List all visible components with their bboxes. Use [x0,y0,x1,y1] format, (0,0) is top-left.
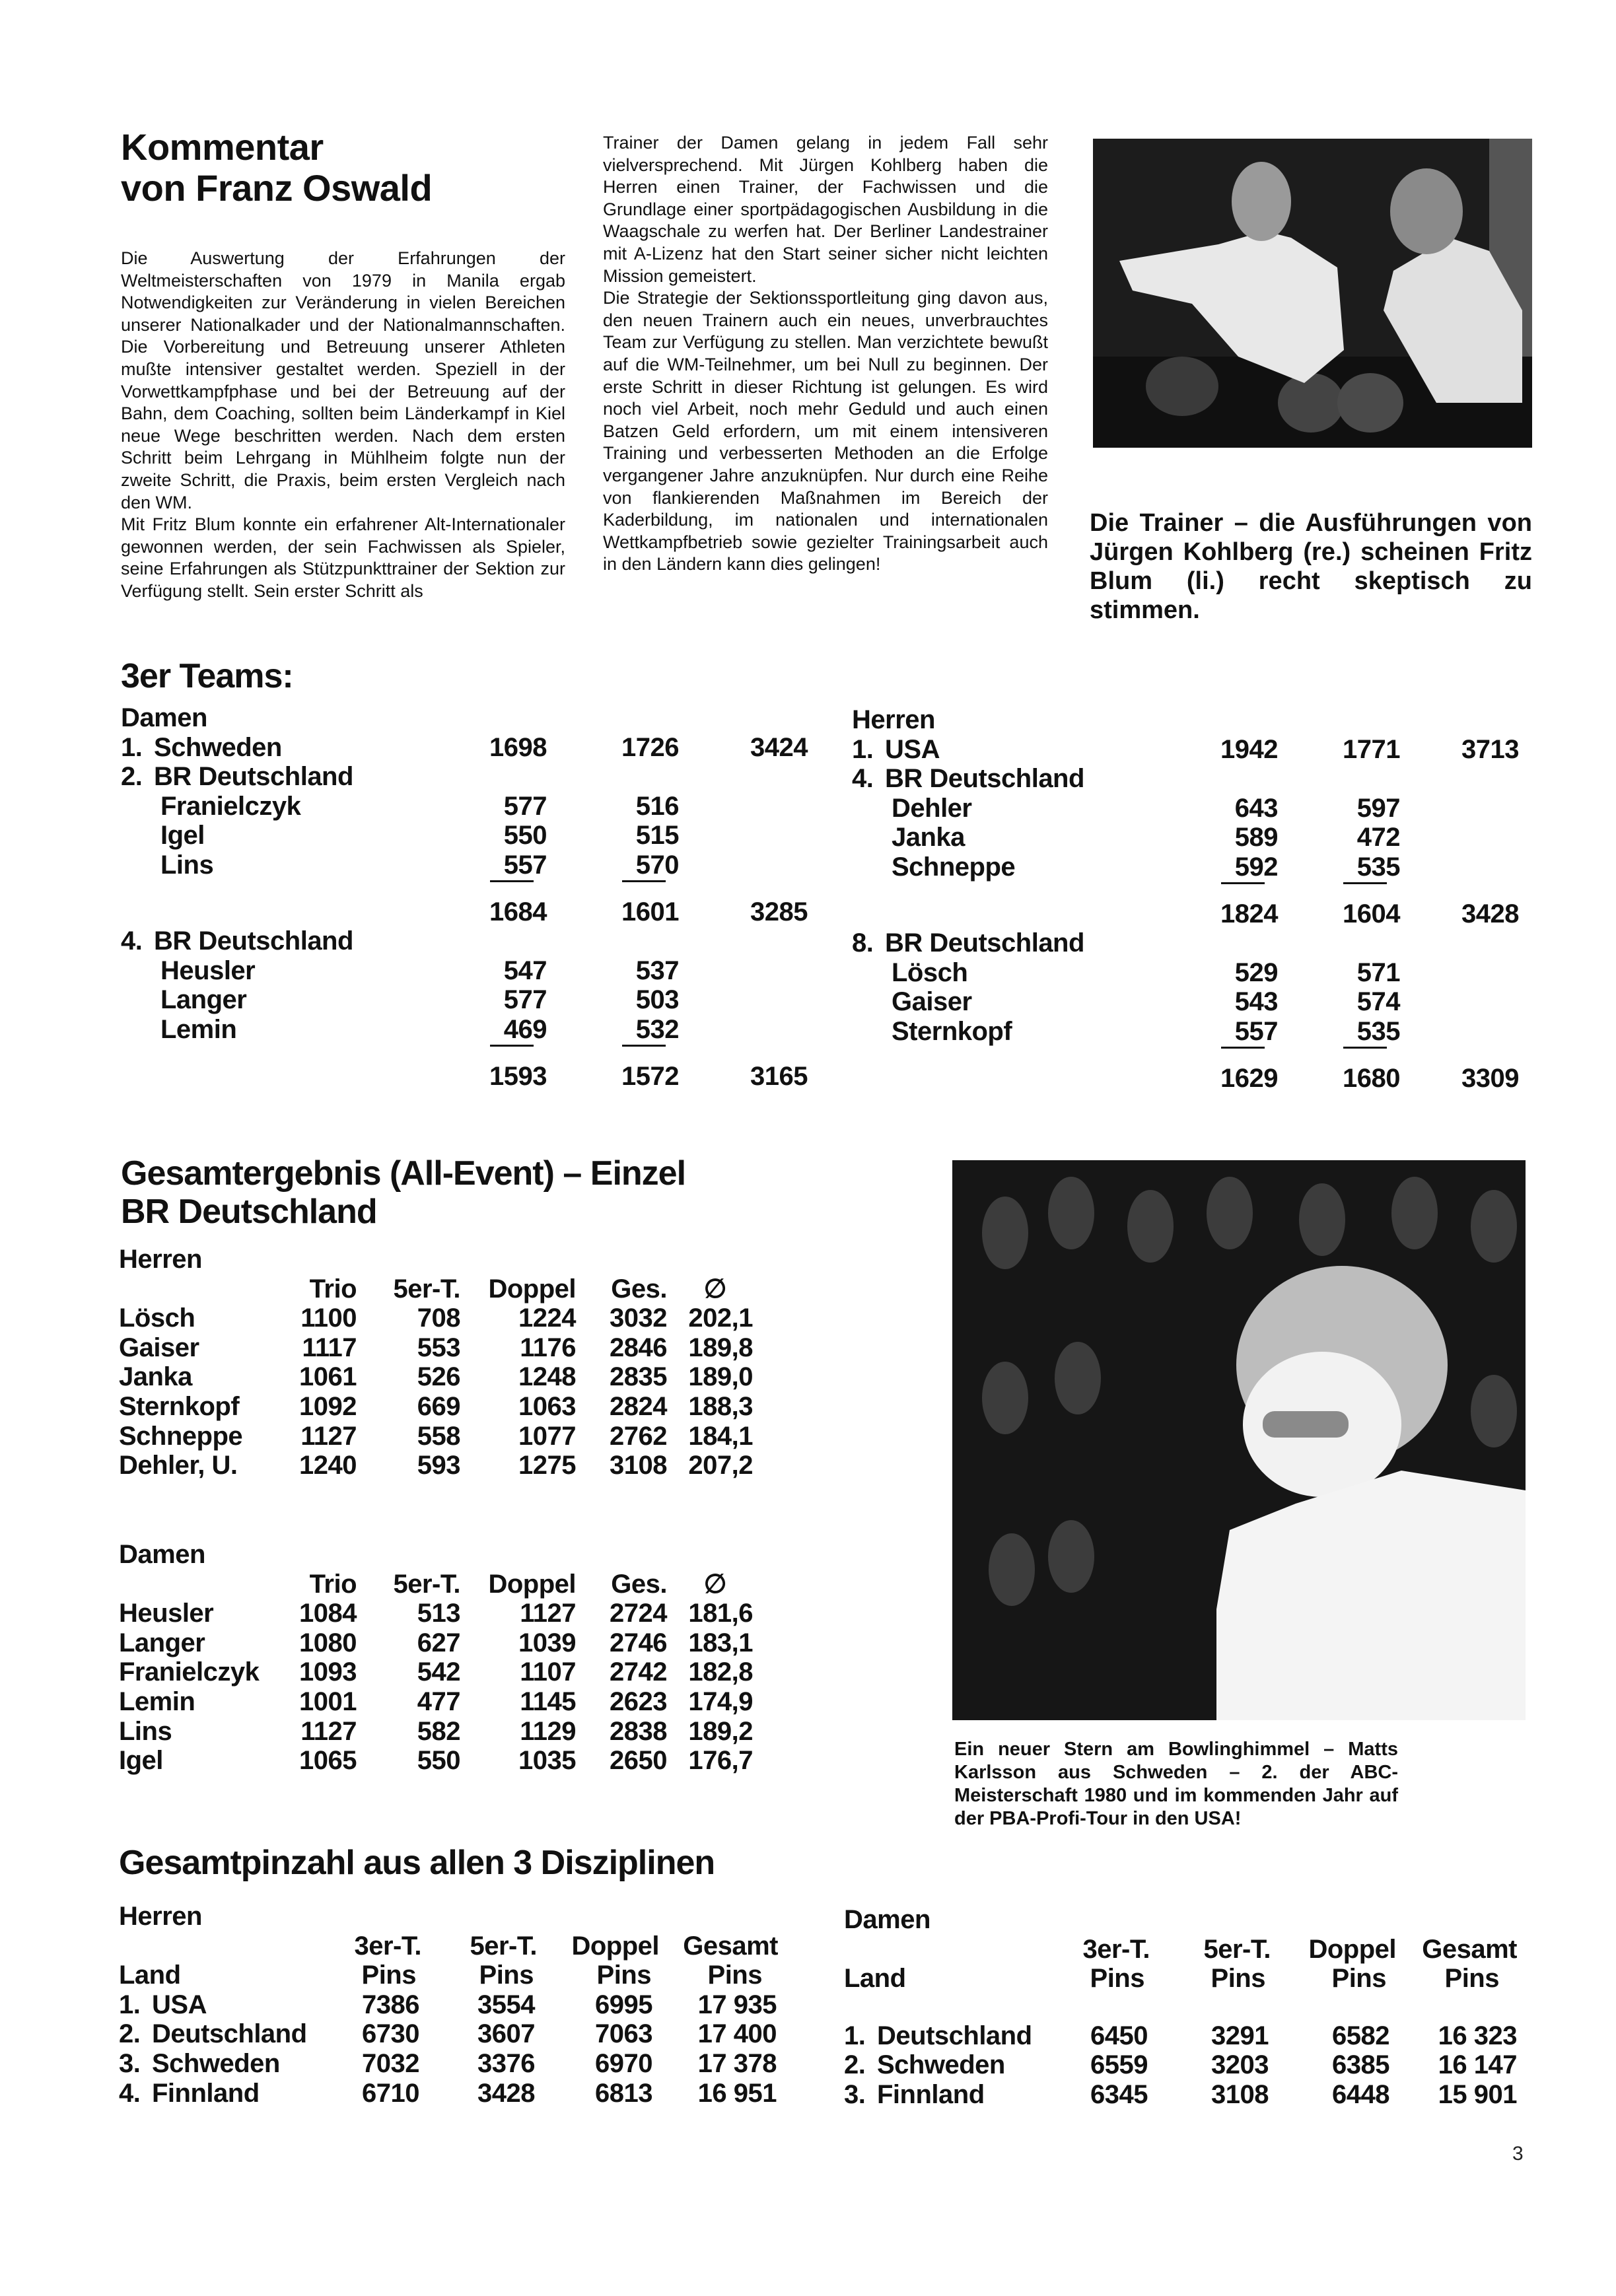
cell-value: 6559 [1090,2050,1148,2080]
photo-trainers [1093,139,1532,448]
cell-value: 1127 [520,1599,576,1628]
country-name: Deutschland [877,2021,1032,2050]
table-row [121,762,808,792]
score: 469 [503,1014,547,1044]
player-name: Langer [160,985,247,1015]
cell-value: 477 [417,1687,460,1716]
cell-value: 17 378 [697,2048,777,2078]
player-name: Lösch [119,1304,195,1333]
cell-value: 2838 [610,1716,667,1746]
score: 643 [1234,793,1278,823]
table-row [121,956,808,986]
table-row [119,2079,806,2108]
table-header-bottom [844,1964,1531,1994]
paragraph: Trainer der Damen gelang in jedem Fall sehr vielversprechend. Mit Jürgen Kohlberg haben die Herren einen Trainer, der Fachwissen und die Grundlage einer sportpädagogischen Ausbildung in die Waagschale zu werfen hat. Der Berliner Landestrainer mit A-Lizenz hat den Start seiner sicher nicht leichten Mission gemeistert. [603,133,1048,286]
rank: 2. [119,2019,141,2049]
rank: 3. [844,2079,866,2109]
cell-value: 189,2 [688,1716,753,1746]
team-name: USA [885,734,940,764]
column-header: Trio [309,1274,357,1304]
country-name: Schweden [877,2050,1005,2080]
allevent-herren-table [119,1245,806,1480]
group-label: Damen [121,703,207,732]
table-row [119,1657,806,1687]
cell-value: 526 [417,1362,460,1392]
player-name: Heusler [119,1599,214,1628]
score: 571 [1356,957,1400,987]
column-header: 3er-T. [1082,1934,1150,1964]
average-icon: ∅ [703,1569,726,1599]
score: 577 [503,985,547,1015]
cell-value: 1176 [520,1333,576,1362]
score: 597 [1356,793,1400,823]
player-name: Lemin [160,1014,237,1044]
score: 535 [1356,1016,1400,1046]
column-header: Pins [1444,1964,1499,1994]
player-name: Franielczyk [160,791,301,821]
player-name: Heusler [160,956,256,985]
rank: 2. [844,2050,866,2080]
cell-value: 1080 [299,1628,357,1657]
column-header: Pins [1331,1964,1386,1994]
cell-value: 1035 [518,1746,576,1776]
cell-value: 1117 [302,1333,357,1362]
column-header: Ges. [611,1569,667,1599]
teams3-herren-table [852,705,1526,1093]
cell-value: 6730 [362,2019,419,2049]
cell-value: 513 [417,1599,460,1628]
rank: 1. [844,2021,866,2050]
team-name: BR Deutschland [885,928,1084,958]
score: 1726 [621,732,679,762]
cell-value: 1248 [518,1362,576,1392]
cell-value: 181,6 [688,1599,753,1628]
column-header: Ges. [611,1274,667,1304]
table-row [121,792,808,821]
column-header: Land [119,1961,181,1990]
table-row [852,735,1526,765]
cell-value: 2623 [610,1687,667,1716]
player-name: Lins [119,1716,172,1746]
title-line-2: von Franz Oswald [121,167,433,209]
cell-value: 1077 [518,1421,576,1451]
sum-rule [121,880,808,897]
rank: 1. [852,734,874,764]
cell-value: 708 [417,1304,460,1333]
player-name: Gaiser [119,1333,199,1362]
cell-value: 17 935 [697,1990,777,2019]
rank: 1. [119,1990,141,2019]
teams3-damen-table [121,703,808,1091]
cell-value: 3291 [1211,2021,1269,2050]
cell-value: 174,9 [688,1687,753,1716]
player-name: Sternkopf [119,1391,240,1421]
cell-value: 1127 [300,1421,357,1451]
table-header-bottom [119,1961,806,1990]
table-row [119,1746,806,1776]
cell-value: 3032 [610,1304,667,1333]
player-name: Dehler, U. [119,1451,238,1480]
cell-value: 593 [417,1451,460,1480]
player-name: Janka [892,823,965,852]
photo-caption-trainers: Die Trainer – die Ausführungen von Jürgen Kohlberg (re.) scheinen Fritz Blum (li.) recht skeptisch zu stimmen. [1090,509,1532,624]
cell-value: 2746 [610,1628,667,1657]
table-row [119,1628,806,1658]
cell-value: 2835 [610,1362,667,1392]
column-header: Doppel [488,1569,576,1599]
cell-value: 1061 [299,1362,357,1392]
title-line-1: Kommentar [121,126,324,168]
score: 516 [635,791,679,821]
player-name: Igel [119,1746,163,1776]
column-header: Doppel [488,1274,576,1304]
cell-value: 1240 [299,1451,357,1480]
cell-value: 1100 [300,1304,357,1333]
score: 1942 [1220,734,1278,764]
column-header: Land [844,1964,906,1994]
cell-value: 1093 [299,1657,357,1687]
cell-value: 3607 [477,2019,535,2049]
column-header: Pins [1211,1964,1265,1994]
table-row [119,1717,806,1747]
cell-value: 3554 [477,1990,535,2019]
cell-value: 1129 [520,1716,576,1746]
title-line-2: BR Deutschland [121,1193,377,1231]
cell-value: 6448 [1332,2079,1389,2109]
rank: 1. [121,732,143,762]
cell-value: 2824 [610,1391,667,1421]
score: 592 [1234,852,1278,882]
rank: 4. [121,926,143,956]
total: 3165 [750,1061,808,1091]
cell-value: 1107 [520,1657,576,1687]
group-label: Damen [119,1540,205,1569]
team-name: BR Deutschland [154,926,353,956]
total: 3309 [1461,1063,1519,1093]
player-name: Langer [119,1628,205,1657]
cell-value: 1039 [518,1628,576,1657]
country-name: Deutschland [152,2019,307,2049]
allevent-herren-rows [119,1304,806,1480]
total: 3428 [1461,899,1519,928]
table-row [119,2049,806,2079]
player-name: Dehler [892,793,972,823]
subtotal: 1684 [489,897,547,926]
cell-value: 1127 [300,1716,357,1746]
photo-karlsson [952,1160,1526,1720]
subtotal: 1593 [489,1061,547,1091]
cell-value: 6813 [595,2078,652,2108]
player-name: Schneppe [119,1421,243,1451]
player-name: Lemin [119,1687,195,1716]
table-header-top [844,1935,1531,1965]
trainers-photo-icon [1093,139,1532,448]
column-header: Pins [1090,1964,1144,1994]
cell-value: 2724 [610,1599,667,1628]
article-column-1 [121,248,565,603]
cell-value: 183,1 [688,1628,753,1657]
cell-value: 6450 [1090,2021,1148,2050]
score: 557 [503,850,547,880]
table-row [852,794,1526,823]
table-row-total [121,1062,808,1092]
cell-value: 1065 [299,1746,357,1776]
team-name: Schweden [154,732,282,762]
cell-value: 550 [417,1746,460,1776]
section-title-pins: Gesamtpinzahl aus allen 3 Disziplinen [119,1844,715,1882]
cell-value: 1084 [299,1599,357,1628]
table-row-total [852,1064,1526,1094]
subtotal: 1824 [1220,899,1278,928]
cell-value: 16 147 [1438,2050,1517,2080]
player-name: Lins [160,850,214,880]
score: 503 [635,985,679,1015]
cell-value: 1063 [518,1391,576,1421]
average-icon: ∅ [703,1274,726,1304]
group-label: Herren [119,1902,202,1931]
score: 515 [635,821,679,851]
sum-rule [852,882,1526,899]
table-row-total [852,899,1526,929]
cell-value: 7386 [362,1990,419,2019]
cell-value: 6995 [595,1990,652,2019]
allevent-damen-rows [119,1599,806,1776]
column-header: Doppel [1308,1934,1396,1964]
cell-value: 6970 [595,2048,652,2078]
table-row [119,1422,806,1451]
table-row [844,2080,1531,2110]
score: 1698 [489,732,547,762]
cell-value: 1224 [518,1304,576,1333]
cell-value: 3108 [610,1451,667,1480]
subtotal: 1604 [1343,899,1400,928]
column-header: Pins [479,1961,534,1990]
group-label: Damen [844,1905,931,1934]
score: 537 [635,956,679,985]
table-row [119,1990,806,2020]
score: 570 [635,850,679,880]
team-name: BR Deutschland [154,762,353,792]
subtotal: 1629 [1220,1063,1278,1093]
table-row [852,1017,1526,1047]
country-name: USA [152,1990,207,2019]
cell-value: 188,3 [688,1391,753,1421]
cell-value: 1001 [299,1687,357,1716]
photo-caption-karlsson: Ein neuer Stern am Bowlinghimmel – Matts Karlsson aus Schweden – 2. der ABC-Meisterschaft 1980 und im kommenden Jahr auf der PBA-Profi-Tour in den USA! [954,1739,1398,1829]
cell-value: 6385 [1332,2050,1389,2080]
table-row [852,958,1526,988]
sum-rule [852,1047,1526,1064]
cell-value: 2846 [610,1333,667,1362]
player-name: Igel [160,821,205,851]
cell-value: 582 [417,1716,460,1746]
page-number: 3 [1512,2143,1524,2165]
table-header-top [119,1931,806,1961]
section-title-allevent [121,1154,685,1231]
total: 3713 [1461,734,1519,764]
column-header: Gesamt [683,1931,778,1961]
cell-value: 189,0 [688,1362,753,1392]
group-label: Herren [119,1245,202,1274]
cell-value: 2762 [610,1421,667,1451]
pins-damen-table [844,1905,1531,2110]
table-row [121,821,808,851]
score: 547 [503,956,547,985]
table-row [121,926,808,956]
table-row [119,1304,806,1333]
score: 1771 [1343,734,1400,764]
cell-value: 627 [417,1628,460,1657]
table-row [852,823,1526,852]
cell-value: 558 [417,1421,460,1451]
subtotal: 1572 [621,1061,679,1091]
cell-value: 184,1 [688,1421,753,1451]
country-name: Schweden [152,2048,280,2078]
table-row [119,1451,806,1480]
cell-value: 176,7 [688,1746,753,1776]
cell-value: 6710 [362,2078,419,2108]
cell-value: 189,8 [688,1333,753,1362]
cell-value: 17 400 [697,2019,777,2049]
paragraph: Die Strategie der Sektionssportleitung ging davon aus, den neuen Trainern auch ein neues, unverbrauchtes Team zur Verfügung zu stellen. Man verzichtete bewußt auf die WM-Teilnehmer, um bei Null zu beginnen. Der erste Schritt in dieser Richtung ist gelungen. Es wird noch viel Arbeit, noch mehr Geduld und auch einen Batzen Geld erfordern, um mit einem intensiveren Training und verbesserten Methoden an die Erfolge vergangener Jahre anzuknüpfen. Nur durch eine Reihe von flankierenden Maßnahmen im Bereich der Kaderbildung, im nationalen und internationalen Wettkampfbetrieb sowie gezielter Trainingsarbeit auch in den Ländern kann dies gelingen! [603,288,1048,574]
player-name: Janka [119,1362,192,1392]
player-name: Schneppe [892,852,1016,882]
player-name: Gaiser [892,987,972,1017]
cell-value: 6345 [1090,2079,1148,2109]
cell-value: 16 951 [697,2078,777,2108]
group-label: Herren [852,705,935,734]
table-row [119,1333,806,1363]
allevent-damen-table [119,1540,806,1776]
table-row [119,1687,806,1717]
table-row [121,851,808,880]
article-column-2 [603,132,1048,576]
cell-value: 1275 [518,1451,576,1480]
table-row [852,987,1526,1017]
column-header: Pins [361,1961,416,1990]
player-name: Sternkopf [892,1016,1012,1046]
column-header: 5er-T. [393,1569,460,1599]
column-header: Trio [309,1569,357,1599]
sum-rule [121,1045,808,1062]
team-name: BR Deutschland [885,764,1084,794]
cell-value: 1145 [520,1687,576,1716]
column-header: 5er-T. [1203,1934,1271,1964]
total: 3285 [750,897,808,926]
country-name: Finnland [877,2079,985,2109]
cell-value: 3108 [1211,2079,1269,2109]
pins-herren-rows [119,1990,806,2108]
score: 529 [1234,957,1278,987]
rank: 3. [119,2048,141,2078]
cell-value: 202,1 [688,1304,753,1333]
subtotal: 1601 [621,897,679,926]
title-line-1: Gesamtergebnis (All-Event) – Einzel [121,1154,686,1193]
table-header [119,1274,806,1304]
column-header: 5er-T. [393,1274,460,1304]
score: 472 [1356,823,1400,852]
country-name: Finnland [152,2078,260,2108]
player-name: Franielczyk [119,1657,260,1687]
column-header: Gesamt [1422,1934,1517,1964]
cell-value: 3376 [477,2048,535,2078]
score: 577 [503,791,547,821]
cell-value: 6582 [1332,2021,1389,2050]
paragraph: Die Auswertung der Erfahrungen der Weltmeisterschaften von 1979 in Manila ergab Notwendigkeiten zur Veränderung in vielen Bereichen unserer Nationalkader und der Nationalmannschaften. Die Vorbereitung und Betreuung unserer Athleten mußte intensiver gestaltet werden. Speziell in der Vorwettkampfphase und bei der Betreuung auf der Bahn, dem Coaching, sollten beim Länderkampf in Kiel neue Wege beschritten werden. Nach dem ersten Schritt beim Lehrgang in Mühlheim folgte nun der zweite Schritt, die Praxis, beim ersten Vergleich nach den WM. [121,248,565,512]
cell-value: 669 [417,1391,460,1421]
subtotal: 1680 [1343,1063,1400,1093]
table-row [844,2021,1531,2051]
cell-value: 3428 [477,2078,535,2108]
cell-value: 2650 [610,1746,667,1776]
table-row-total [121,897,808,927]
score: 557 [1234,1016,1278,1046]
table-row [852,928,1526,958]
karlsson-photo-icon [952,1160,1526,1720]
rank: 2. [121,762,143,792]
section-title-3er-teams: 3er Teams: [121,657,293,695]
table-row [119,1599,806,1628]
score: 550 [503,821,547,851]
rank: 4. [852,764,874,794]
table-row [852,852,1526,882]
score: 543 [1234,987,1278,1017]
score: 535 [1356,852,1400,882]
rank: 8. [852,928,874,958]
rank: 4. [119,2078,141,2108]
table-row [119,1392,806,1422]
cell-value: 553 [417,1333,460,1362]
pins-herren-table [119,1902,806,2108]
table-row [121,985,808,1015]
paragraph: Mit Fritz Blum konnte ein erfahrener Alt-Internationaler gewonnen werden, der sein Fachwissen als Spieler, seine Erfahrungen als Stützpunkttrainer der Sektion zur Verfügung stellt. Sein erster Schritt als [121,514,565,601]
table-row [121,1015,808,1045]
pins-damen-rows [844,2021,1531,2110]
column-header: Doppel [571,1931,659,1961]
total: 3424 [750,732,808,762]
column-header: Pins [596,1961,651,1990]
cell-value: 15 901 [1438,2079,1517,2109]
cell-value: 207,2 [688,1451,753,1480]
article-title [121,127,432,209]
table-row [119,1362,806,1392]
column-header: 3er-T. [354,1931,421,1961]
table-row [844,2050,1531,2080]
cell-value: 542 [417,1657,460,1687]
table-row [852,764,1526,794]
table-row [119,2019,806,2049]
player-name: Lösch [892,957,968,987]
score: 574 [1356,987,1400,1017]
cell-value: 3203 [1211,2050,1269,2080]
column-header: 5er-T. [470,1931,537,1961]
cell-value: 16 323 [1438,2021,1517,2050]
cell-value: 2742 [610,1657,667,1687]
cell-value: 7032 [362,2048,419,2078]
cell-value: 7063 [595,2019,652,2049]
column-header: Pins [707,1961,762,1990]
cell-value: 1092 [299,1391,357,1421]
score: 589 [1234,823,1278,852]
score: 532 [635,1014,679,1044]
cell-value: 182,8 [688,1657,753,1687]
table-row [121,733,808,763]
table-header [119,1570,806,1599]
